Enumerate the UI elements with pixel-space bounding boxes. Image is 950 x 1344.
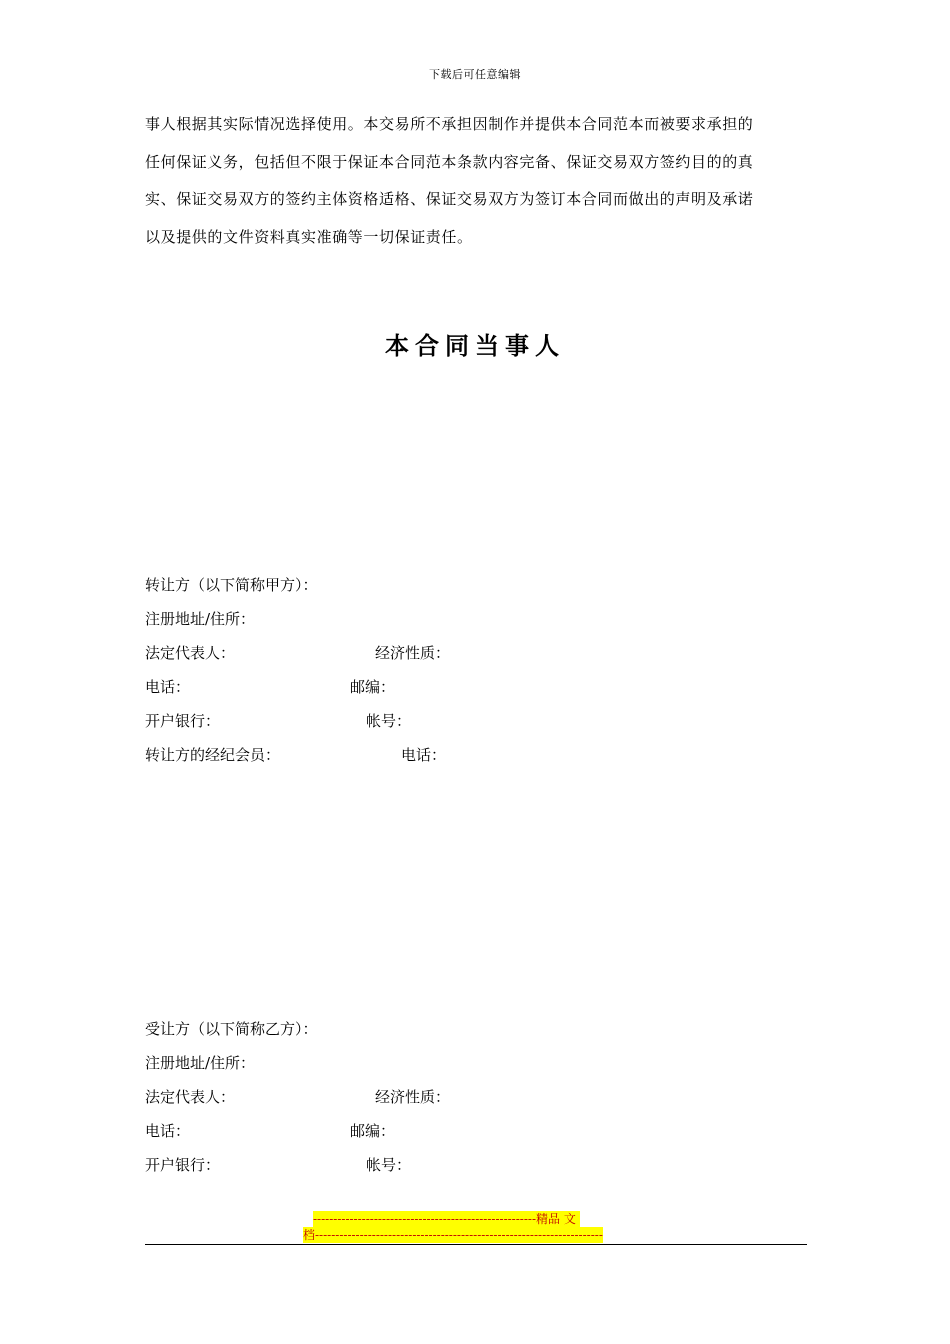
party-b-legal-rep-label: 法定代表人： [145, 1088, 236, 1106]
section-title: 本合同当事人 [385, 332, 565, 360]
party-b-title: 受让方（以下简称乙方）： [145, 1020, 318, 1038]
party-a-broker-row [145, 738, 807, 772]
footer-mark-line1: -------------------------------------------------------精品 文 [313, 1211, 580, 1227]
party-a-legal-rep-label: 法定代表人： [145, 644, 236, 662]
intro-line: 实、保证交易双方的签约主体资格适格、保证交易双方为签订本合同而做出的声明及承诺 [145, 190, 754, 208]
footer-mark-line2: 档----------------------------------------------------------------------- [303, 1228, 603, 1242]
intro-line: 任何保证义务，包括但不限于保证本合同范本条款内容完备、保证交易双方签约目的的真 [145, 152, 754, 171]
party-b-address-label: 注册地址/住所： [145, 1054, 256, 1072]
party-b-economic-nature-label: 经济性质： [375, 1088, 451, 1106]
party-b-bank-label: 开户银行： [145, 1156, 221, 1174]
party-a-title: 转让方（以下简称甲方）： [145, 576, 318, 594]
party-a-phone-label: 电话： [145, 678, 191, 696]
intro-line: 事人根据其实际情况选择使用。本交易所不承担因制作并提供本合同范本而被要求承担的 [145, 115, 754, 133]
header-note: 下载后可任意编辑 [429, 68, 521, 81]
party-a-legal-row [145, 636, 807, 670]
intro-line: 以及提供的文件资料真实准确等一切保证责任。 [145, 227, 473, 246]
party-b-phone-row [145, 1114, 807, 1148]
party-b-title-row [145, 1012, 807, 1046]
party-b-account-label: 帐号： [366, 1156, 412, 1174]
party-a-broker-label: 转让方的经纪会员： [145, 746, 281, 764]
party-b-block [145, 1012, 807, 1182]
footer-divider [145, 1244, 807, 1245]
party-b-postcode-label: 邮编： [350, 1122, 396, 1140]
footer-watermark [0, 1209, 950, 1249]
party-a-block [145, 568, 807, 772]
party-a-title-row [145, 568, 807, 602]
intro-paragraph [145, 106, 807, 256]
party-a-address-label: 注册地址/住所： [145, 610, 256, 628]
party-a-account-label: 帐号： [366, 712, 412, 730]
party-a-bank-row [145, 704, 807, 738]
party-a-broker-phone-label: 电话： [401, 746, 447, 764]
party-b-phone-label: 电话： [145, 1122, 191, 1140]
party-b-address-row [145, 1046, 807, 1080]
party-a-phone-row [145, 670, 807, 704]
party-b-bank-row [145, 1148, 807, 1182]
party-a-address-row [145, 602, 807, 636]
party-a-economic-nature-label: 经济性质： [375, 644, 451, 662]
party-a-postcode-label: 邮编： [350, 678, 396, 696]
party-b-legal-row [145, 1080, 807, 1114]
party-a-bank-label: 开户银行： [145, 712, 221, 730]
